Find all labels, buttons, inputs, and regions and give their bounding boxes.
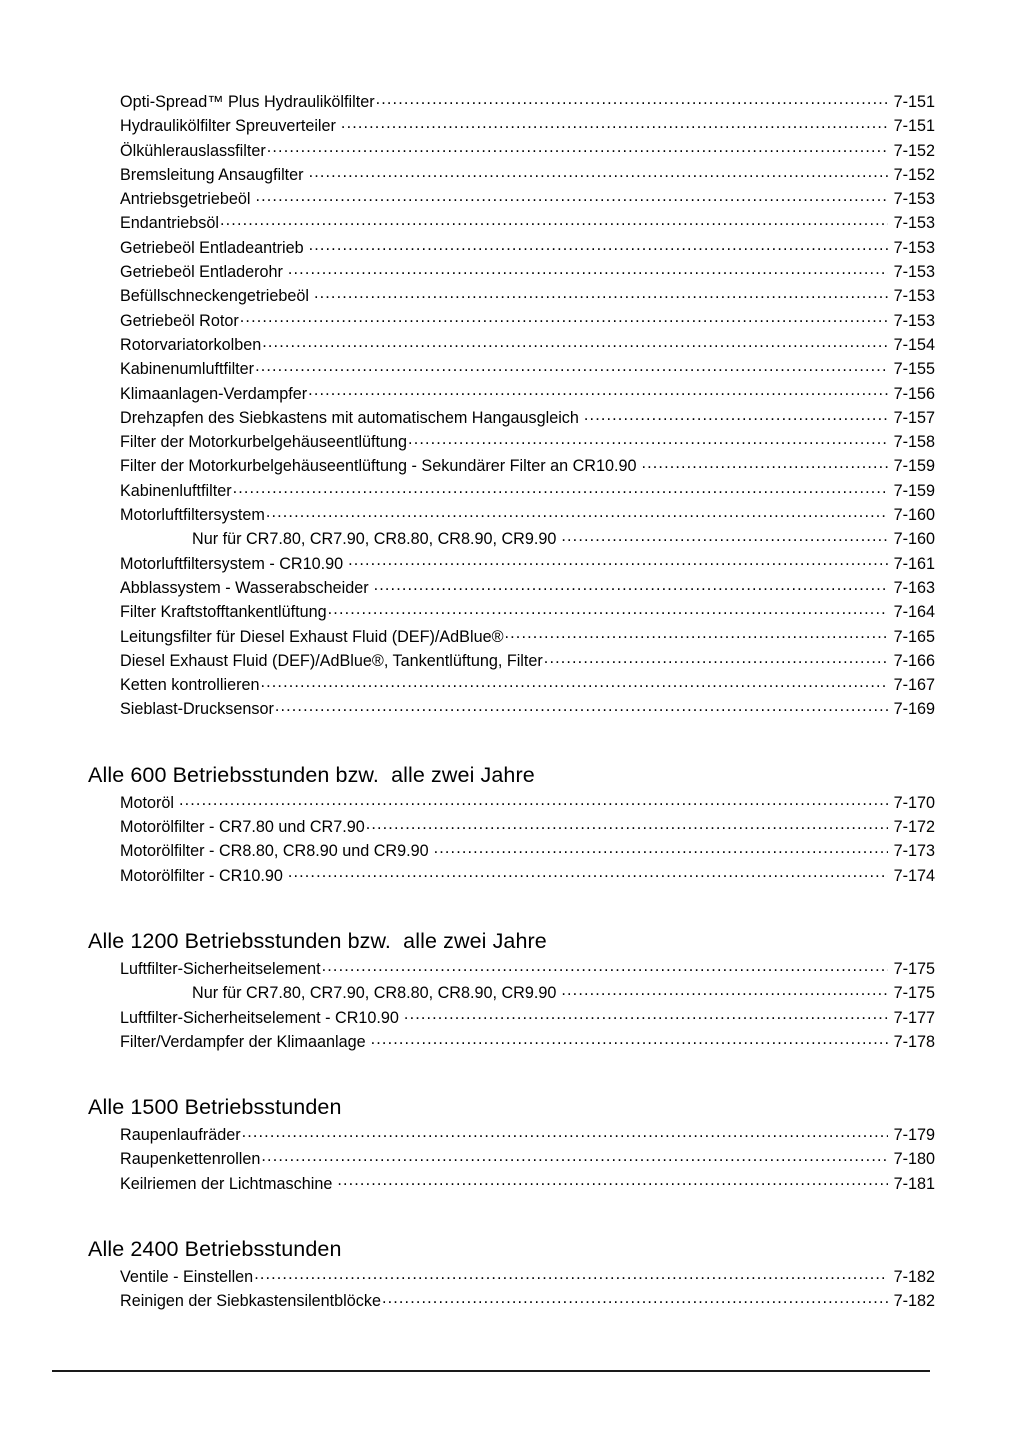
- toc-entry[interactable]: [0, 673, 1024, 697]
- dot-leader: [434, 840, 888, 856]
- toc-entry-page-number: 7-166: [893, 651, 935, 670]
- toc-entry[interactable]: [0, 406, 1024, 430]
- toc-entry-page-number: 7-155: [893, 360, 935, 379]
- toc-entry-page-number: 7-167: [893, 676, 935, 695]
- toc-entry-title: Raupenlaufräder: [120, 1126, 241, 1145]
- toc-entry-page-number: 7-159: [893, 481, 935, 500]
- toc-entry[interactable]: [0, 957, 1024, 981]
- toc-entry[interactable]: [0, 1265, 1024, 1289]
- toc-entry[interactable]: [0, 333, 1024, 357]
- toc-entry[interactable]: [0, 864, 1024, 888]
- dot-leader: [288, 864, 888, 880]
- dot-leader: [641, 455, 888, 471]
- toc-entry-page-number: 7-152: [893, 141, 935, 160]
- toc-entry-list: [0, 90, 1024, 722]
- footer-divider-rule: [52, 1370, 930, 1372]
- toc-entry-page-number: 7-178: [893, 1032, 935, 1051]
- dot-leader: [561, 528, 888, 544]
- toc-entry-title: Ketten kontrollieren: [120, 676, 260, 695]
- toc-section: [0, 90, 1024, 722]
- toc-section: [0, 762, 1024, 888]
- dot-leader: [348, 552, 888, 568]
- toc-entry-page-number: 7-154: [893, 335, 935, 354]
- toc-entry[interactable]: [0, 649, 1024, 673]
- toc-entry-title: Luftfilter-Sicherheitselement - CR10.90: [120, 1008, 399, 1027]
- section-heading: Alle 2400 Betriebsstunden: [88, 1236, 342, 1261]
- dot-leader: [382, 1290, 888, 1306]
- toc-entry-page-number: 7-165: [893, 627, 935, 646]
- dot-leader: [314, 285, 888, 301]
- toc-entry-title: Rotorvariatorkolben: [120, 335, 262, 354]
- toc-entry-page-number: 7-153: [893, 311, 935, 330]
- toc-entry-title: Befüllschneckengetriebeöl: [120, 287, 309, 306]
- toc-entry[interactable]: [0, 697, 1024, 721]
- dot-leader: [266, 504, 888, 520]
- toc-entry-page-number: 7-170: [893, 793, 935, 812]
- toc-entry-title: Leitungsfilter für Diesel Exhaust Fluid (DEF)/AdBlue®: [120, 627, 504, 646]
- toc-entry-page-number: 7-153: [893, 287, 935, 306]
- dot-leader: [337, 1173, 888, 1189]
- toc-entry[interactable]: [0, 552, 1024, 576]
- toc-entry[interactable]: [0, 527, 1024, 551]
- toc-section: [0, 1094, 1024, 1196]
- toc-entry[interactable]: [0, 211, 1024, 235]
- toc-entry-page-number: 7-164: [893, 603, 935, 622]
- toc-entry[interactable]: [0, 260, 1024, 284]
- dot-leader: [376, 91, 888, 107]
- dot-leader: [404, 1006, 888, 1022]
- toc-entry-title: Sieblast-Drucksensor: [120, 700, 274, 719]
- dot-leader: [262, 334, 888, 350]
- toc-entry-title: Diesel Exhaust Fluid (DEF)/AdBlue®, Tankentlüftung, Filter: [120, 651, 543, 670]
- toc-entry[interactable]: [0, 981, 1024, 1005]
- toc-entry-page-number: 7-159: [893, 457, 935, 476]
- toc-entry-title: Filter Kraftstofftankentlüftung: [120, 603, 327, 622]
- toc-entry-page-number: 7-163: [893, 578, 935, 597]
- toc-entry-title: Hydraulikölfilter Spreuverteiler: [120, 117, 336, 136]
- toc-entry-page-number: 7-175: [893, 959, 935, 978]
- toc-entry[interactable]: [0, 503, 1024, 527]
- toc-entry-list: [0, 957, 1024, 1054]
- toc-entry-page-number: 7-158: [893, 433, 935, 452]
- toc-entry-page-number: 7-152: [893, 165, 935, 184]
- dot-leader: [255, 358, 888, 374]
- toc-entry-page-number: 7-151: [893, 93, 935, 111]
- dot-leader: [322, 958, 888, 974]
- toc-entry-page-number: 7-151: [893, 117, 935, 136]
- toc-entry-title: Motoröl: [120, 793, 174, 812]
- toc-entry-title: Kabinenumluftfilter: [120, 360, 255, 379]
- toc-entry-title: Motorölfilter - CR7.80 und CR7.90: [120, 818, 365, 837]
- toc-entry-page-number: 7-180: [893, 1150, 935, 1169]
- toc-entry-page-number: 7-179: [893, 1126, 935, 1145]
- toc-entry-title: Nur für CR7.80, CR7.90, CR8.80, CR8.90, CR9.90: [192, 530, 557, 549]
- toc-entry-title: Bremsleitung Ansaugfilter: [120, 165, 304, 184]
- toc-entry-title: Getriebeöl Rotor: [120, 311, 239, 330]
- toc-entry-title: Antriebsgetriebeöl: [120, 190, 251, 209]
- toc-entry-title: Motorluftfiltersystem: [120, 506, 265, 525]
- toc-entry-list: [0, 1265, 1024, 1314]
- dot-leader: [309, 164, 888, 180]
- toc-entry-title: Getriebeöl Entladeantrieb: [120, 238, 304, 257]
- toc-entry[interactable]: [0, 430, 1024, 454]
- dot-leader: [371, 1031, 888, 1047]
- dot-leader: [254, 1266, 888, 1282]
- toc-entry-page-number: 7-177: [893, 1008, 935, 1027]
- toc-entry[interactable]: [0, 90, 1024, 114]
- toc-entry-page-number: 7-175: [893, 984, 935, 1003]
- toc-section: [0, 928, 1024, 1054]
- toc-entry[interactable]: [0, 791, 1024, 815]
- toc-entry[interactable]: [0, 454, 1024, 478]
- toc-entry[interactable]: [0, 1030, 1024, 1054]
- toc-entry[interactable]: [0, 187, 1024, 211]
- toc-entry-title: Filter der Motorkurbelgehäuseentlüftung: [120, 433, 408, 452]
- toc-entry[interactable]: [0, 139, 1024, 163]
- toc-entry-title: Endantriebsöl: [120, 214, 219, 233]
- toc-entry-title: Ventile - Einstellen: [120, 1267, 254, 1286]
- dot-leader: [240, 309, 888, 325]
- dot-leader: [408, 431, 888, 447]
- toc-entry-page-number: 7-153: [893, 263, 935, 282]
- toc-entry-page-number: 7-169: [893, 700, 935, 719]
- toc-entry[interactable]: [0, 1289, 1024, 1313]
- toc-entry-list: [0, 1123, 1024, 1196]
- dot-leader: [275, 698, 888, 714]
- dot-leader: [374, 577, 888, 593]
- toc-entry-title: Opti-Spread™ Plus Hydraulikölfilter: [120, 93, 375, 111]
- dot-leader: [561, 982, 888, 998]
- dot-leader: [328, 601, 888, 617]
- table-of-contents: [0, 88, 1024, 1314]
- toc-entry-title: Raupenkettenrollen: [120, 1150, 261, 1169]
- toc-entry-title: Ölkühlerauslassfilter: [120, 141, 266, 160]
- toc-entry-page-number: 7-153: [893, 238, 935, 257]
- dot-leader: [220, 212, 888, 228]
- section-heading: Alle 1200 Betriebsstunden bzw. alle zwei Jahre: [88, 928, 547, 953]
- toc-entry-title: Luftfilter-Sicherheitselement: [120, 959, 321, 978]
- toc-entry-page-number: 7-153: [893, 214, 935, 233]
- toc-entry-page-number: 7-153: [893, 190, 935, 209]
- dot-leader: [261, 1148, 888, 1164]
- section-heading: Alle 600 Betriebsstunden bzw. alle zwei Jahre: [88, 762, 535, 787]
- dot-leader: [267, 139, 888, 155]
- toc-entry-page-number: 7-161: [893, 554, 935, 573]
- toc-entry[interactable]: [0, 1172, 1024, 1196]
- toc-entry[interactable]: [0, 1147, 1024, 1171]
- toc-entry[interactable]: [0, 357, 1024, 381]
- toc-entry-title: Nur für CR7.80, CR7.90, CR8.80, CR8.90, CR9.90: [192, 984, 557, 1003]
- dot-leader: [288, 261, 888, 277]
- toc-entry-title: Kabinenluftfilter: [120, 481, 232, 500]
- toc-entry[interactable]: [0, 284, 1024, 308]
- dot-leader: [505, 625, 889, 641]
- dot-leader: [309, 237, 888, 253]
- toc-entry[interactable]: [0, 839, 1024, 863]
- toc-entry[interactable]: [0, 479, 1024, 503]
- toc-entry-page-number: 7-156: [893, 384, 935, 403]
- dot-leader: [584, 407, 888, 423]
- toc-entry[interactable]: [0, 114, 1024, 138]
- toc-entry-page-number: 7-173: [893, 842, 935, 861]
- dot-leader: [242, 1124, 888, 1140]
- toc-entry[interactable]: [0, 382, 1024, 406]
- dot-leader: [233, 480, 888, 496]
- dot-leader: [544, 650, 888, 666]
- toc-entry-page-number: 7-181: [893, 1174, 935, 1193]
- toc-section: [0, 1236, 1024, 1314]
- toc-entry[interactable]: [0, 576, 1024, 600]
- section-heading: Alle 1500 Betriebsstunden: [88, 1095, 342, 1120]
- toc-entry-title: Filter/Verdampfer der Klimaanlage: [120, 1032, 366, 1051]
- toc-entry-title: Getriebeöl Entladerohr: [120, 263, 283, 282]
- toc-entry-title: Abblassystem - Wasserabscheider: [120, 578, 369, 597]
- toc-entry-page-number: 7-160: [893, 530, 935, 549]
- dot-leader: [260, 674, 888, 690]
- toc-entry-page-number: 7-174: [893, 866, 935, 885]
- toc-entry-title: Klimaanlagen-Verdampfer: [120, 384, 308, 403]
- toc-entry[interactable]: [0, 600, 1024, 624]
- toc-entry-page-number: 7-160: [893, 506, 935, 525]
- toc-entry[interactable]: [0, 1006, 1024, 1030]
- toc-entry[interactable]: [0, 815, 1024, 839]
- dot-leader: [255, 188, 888, 204]
- toc-entry-title: Drehzapfen des Siebkastens mit automatischem Hangausgleich: [120, 408, 579, 427]
- dot-leader: [366, 816, 888, 832]
- dot-leader: [341, 115, 888, 131]
- toc-entry-title: Motorluftfiltersystem - CR10.90: [120, 554, 344, 573]
- toc-entry-title: Motorölfilter - CR10.90: [120, 866, 283, 885]
- toc-entry-title: Keilriemen der Lichtmaschine: [120, 1174, 333, 1193]
- toc-entry-list: [0, 791, 1024, 888]
- toc-entry[interactable]: [0, 1123, 1024, 1147]
- toc-entry[interactable]: [0, 236, 1024, 260]
- toc-entry-title: Motorölfilter - CR8.80, CR8.90 und CR9.90: [120, 842, 429, 861]
- dot-leader: [308, 382, 888, 398]
- toc-entry-page-number: 7-172: [893, 818, 935, 837]
- toc-entry[interactable]: [0, 309, 1024, 333]
- toc-entry-page-number: 7-157: [893, 408, 935, 427]
- toc-entry[interactable]: [0, 625, 1024, 649]
- toc-entry-page-number: 7-182: [893, 1292, 935, 1311]
- toc-entry[interactable]: [0, 163, 1024, 187]
- dot-leader: [179, 792, 888, 808]
- toc-entry-title: Filter der Motorkurbelgehäuseentlüftung - Sekundärer Filter an CR10.90: [120, 457, 637, 476]
- toc-entry-page-number: 7-182: [893, 1267, 935, 1286]
- toc-entry-title: Reinigen der Siebkastensilentblöcke: [120, 1292, 381, 1311]
